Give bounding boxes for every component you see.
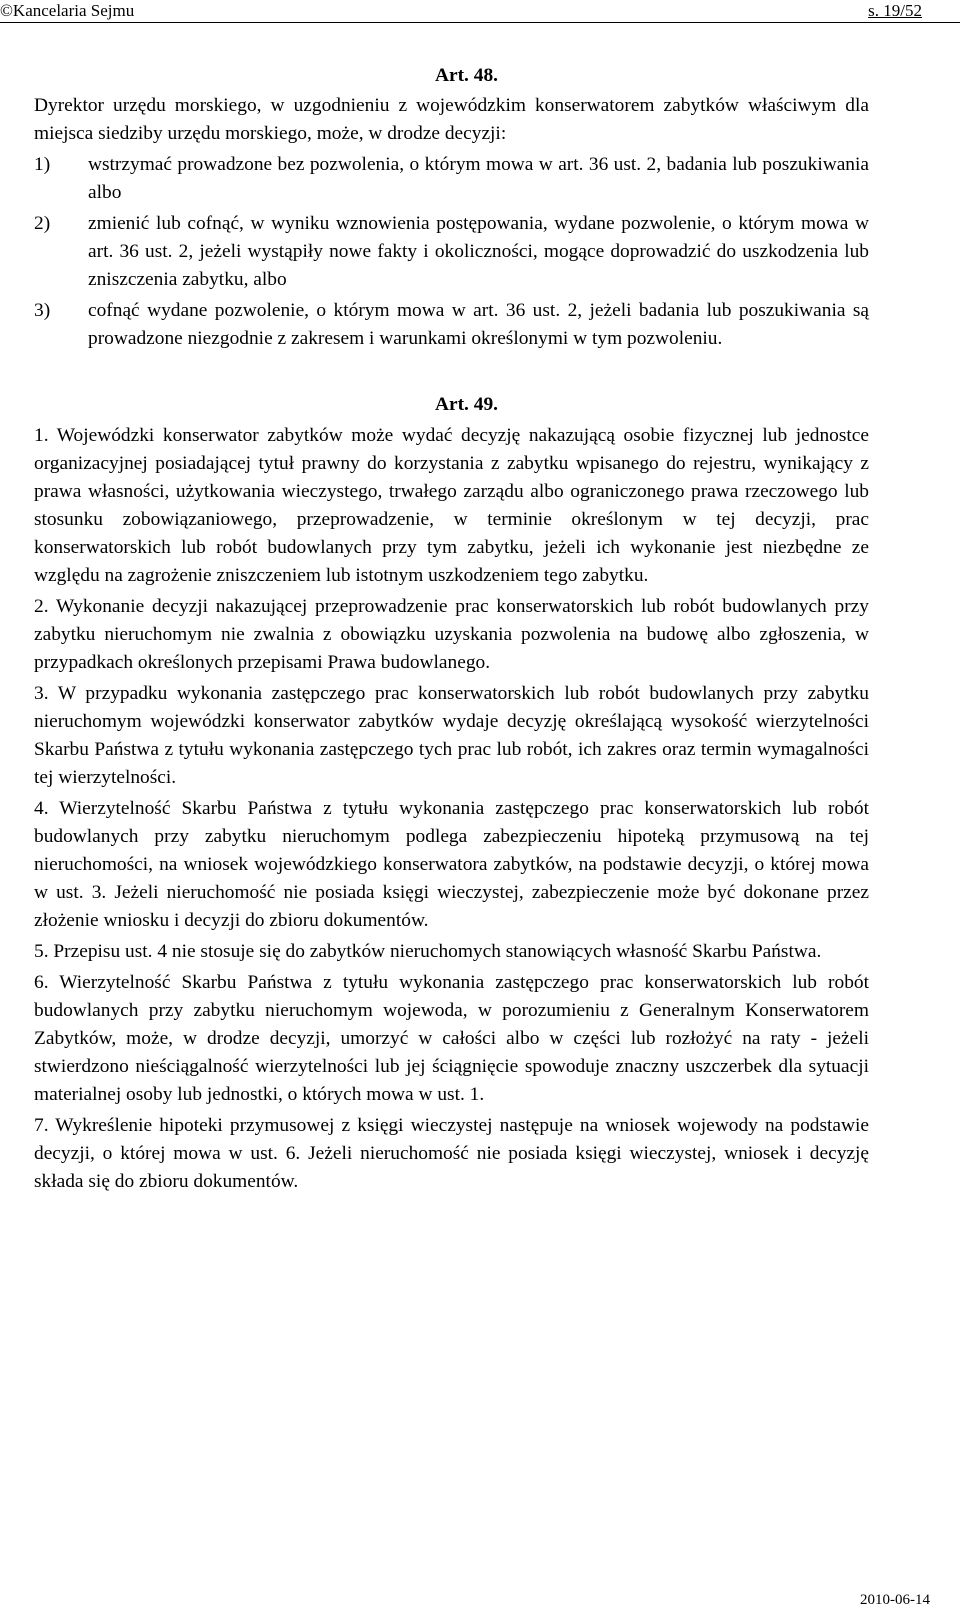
point-text: cofnąć wydane pozwolenie, o którym mowa w art. 36 ust. 2, jeżeli badania lub poszukiwania są prowadzone niezgodnie z zakresem i warunkami określonymi w tym pozwoleniu.: [88, 300, 869, 349]
point-number: 3): [34, 300, 51, 321]
point-number: 1): [34, 154, 51, 175]
article-48-point-3: [34, 297, 869, 353]
document-body: [34, 62, 869, 1196]
article-49-paragraph-7: 7. Wykreślenie hipoteki przymusowej z księgi wieczystej następuje na wniosek wojewody na podstawie decyzji, o której mowa w ust. 6. Jeżeli nieruchomość nie posiada księgi wieczystej, wniosek i decyzję składa się do zbioru dokumentów.: [34, 1115, 869, 1192]
article-49-paragraph-2: 2. Wykonanie decyzji nakazującej przeprowadzenie prac konserwatorskich lub robót budowlanych przy zabytku nieruchomym nie zwalnia z obowiązku uzyskania pozwolenia na budowę albo zgłoszenia, w przypadkach określonych przepisami Prawa budowlanego.: [34, 596, 869, 673]
page-number[interactable]: s. 19/52: [868, 1, 922, 20]
article-49-paragraph-4: 4. Wierzytelność Skarbu Państwa z tytułu wykonania zastępczego prac konserwatorskich lub robót budowlanych przy zabytku nieruchomym podlega zabezpieczeniu hipoteką przymusową na tej nieruchomości, na wniosek wojewódzkiego konserwatora zabytków, na podstawie decyzji, o której mowa w ust. 3. Jeżeli nieruchomość nie posiada księgi wieczystej, zabezpieczenie może być dokonane przez złożenie wniosku i decyzji do zbioru dokumentów.: [34, 798, 869, 931]
article-49-paragraph-1: 1. Wojewódzki konserwator zabytków może wydać decyzję nakazującą osobie fizycznej lub jednostce organizacyjnej posiadającej tytuł prawny do korzystania z zabytku wpisanego do rejestru, wynikający z prawa własności, użytkowania wieczystego, trwałego zarządu albo ograniczonego prawa rzeczowego lub stosunku zobowiązaniowego, przeprowadzenie, w terminie określonym w tej decyzji, prac konserwatorskich lub robót budowlanych przy tym zabytku, jeżeli ich wykonanie jest niezbędne ze względu na zagrożenie zniszczeniem lub istotnym uszkodzeniem tego zabytku.: [34, 425, 869, 586]
point-text: zmienić lub cofnąć, w wyniku wznowienia postępowania, wydane pozwolenie, o którym mowa w art. 36 ust. 2, jeżeli wystąpiły nowe fakty i okoliczności, mogące doprowadzić do uszkodzenia lub zniszczenia zabytku, albo: [88, 213, 869, 290]
source-label: ©Kancelaria Sejmu: [0, 1, 135, 20]
article-49-paragraph-5: 5. Przepisu ust. 4 nie stosuje się do zabytków nieruchomych stanowiących własność Skarbu Państwa.: [34, 941, 822, 962]
article-48-point-2: [34, 210, 869, 294]
section-gap: [34, 353, 869, 391]
page-header: [0, 0, 960, 23]
article-48-point-1: [34, 151, 869, 207]
article-49-paragraph-3: 3. W przypadku wykonania zastępczego prac konserwatorskich lub robót budowlanych przy zabytku nieruchomym wojewódzki konserwator zabytków wydaje decyzję określającą wysokość wierzytelności Skarbu Państwa z tytułu wykonania zastępczego tych prac lub robót, ich zakres oraz termin wymagalności tej wierzytelności.: [34, 683, 869, 788]
point-number: 2): [34, 213, 51, 234]
article-48-title: Art. 48.: [434, 65, 498, 86]
article-48-intro: Dyrektor urzędu morskiego, w uzgodnieniu z wojewódzkim konserwatorem zabytków właściwym dla miejsca siedziby urzędu morskiego, może, w drodze decyzji:: [34, 95, 869, 144]
footer-date: 2010-06-14: [860, 1592, 930, 1608]
article-49-title: Art. 49.: [434, 394, 498, 415]
point-text: wstrzymać prowadzone bez pozwolenia, o którym mowa w art. 36 ust. 2, badania lub poszukiwania albo: [88, 154, 869, 203]
article-49-paragraph-6: 6. Wierzytelność Skarbu Państwa z tytułu wykonania zastępczego prac konserwatorskich lub robót budowlanych przy zabytku nieruchomym wojewoda, w porozumieniu z Generalnym Konserwatorem Zabytków, może, w drodze decyzji, umorzyć w całości albo w części lub rozłożyć na raty - jeżeli stwierdzono nieściągalność wierzytelności lub jej ściągnięcie spowoduje znaczny uszczerbek dla sytuacji materialnej osoby lub jednostki, o których mowa w ust. 1.: [34, 972, 869, 1105]
